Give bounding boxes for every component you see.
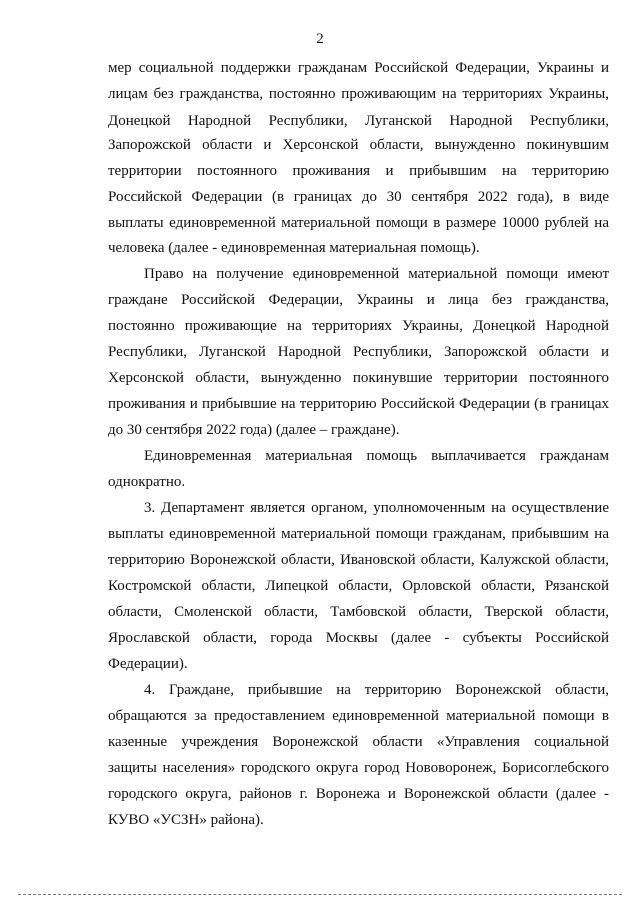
text-line: до 30 сентября 2022 года) (далее – граждане).	[108, 422, 400, 438]
text-line: Донецкой Народной Республики, Луганской Народной Республики,	[108, 113, 609, 129]
text-line: казенные учреждения Воронежской области «Управления социальной	[108, 734, 609, 750]
text-line: Костромской области, Липецкой области, Орловской области, Рязанской	[108, 578, 609, 594]
text-line: Российской Федерации (в границах до 30 сентября 2022 года), в виде	[108, 189, 609, 205]
text-line: проживания и прибывшие на территорию Российской Федерации (в границах	[108, 396, 609, 412]
text-line: лицам без гражданства, постоянно проживающим на территориях Украины,	[108, 86, 609, 102]
text-line: выплаты единовременной материальной помощи гражданам, прибывшим на	[108, 526, 609, 542]
text-line: Запорожской области и Херсонской области, вынужденно покинувшим	[108, 137, 609, 153]
text-line: Право на получение единовременной материальной помощи имеют	[144, 266, 609, 282]
text-line: области, Смоленской области, Тамбовской области, Тверской области,	[108, 604, 609, 620]
text-line: 3. Департамент является органом, уполномоченным на осуществление	[144, 500, 609, 516]
text-line: мер социальной поддержки гражданам Российской Федерации, Украины и	[108, 60, 609, 76]
text-line: Ярославской области, города Москвы (далее - субъекты Российской	[108, 630, 609, 646]
text-line: 4. Граждане, прибывшие на территорию Воронежской области,	[144, 682, 609, 698]
text-line: городского округа, районов г. Воронежа и Воронежской области (далее -	[108, 786, 609, 802]
text-line: защиты населения» городского округа город Нововоронеж, Борисоглебского	[108, 760, 609, 776]
text-line: Единовременная материальная помощь выплачивается гражданам	[144, 448, 609, 464]
text-line: граждане Российской Федерации, Украины и лица без гражданства,	[108, 292, 609, 308]
text-line: КУВО «УСЗН» района).	[108, 812, 264, 828]
footer-divider	[18, 894, 622, 895]
page-number: 2	[316, 31, 324, 47]
text-line: человека (далее - единовременная материальная помощь).	[108, 240, 480, 256]
text-line: постоянно проживающие на территориях Украины, Донецкой Народной	[108, 318, 609, 334]
text-line: Федерации).	[108, 656, 188, 672]
text-line: территорию Воронежской области, Ивановской области, Калужской области,	[108, 552, 609, 568]
text-line: Республики, Луганской Народной Республики, Запорожской области и	[108, 344, 609, 360]
text-line: однократно.	[108, 474, 186, 490]
text-line: выплаты единовременной материальной помощи в размере 10000 рублей на	[108, 215, 609, 231]
text-line: Херсонской области, вынужденно покинувшие территории постоянного	[108, 370, 609, 386]
text-line: обращаются за предоставлением единовременной материальной помощи в	[108, 708, 609, 724]
text-line: территории постоянного проживания и прибывшим на территорию	[108, 163, 609, 179]
